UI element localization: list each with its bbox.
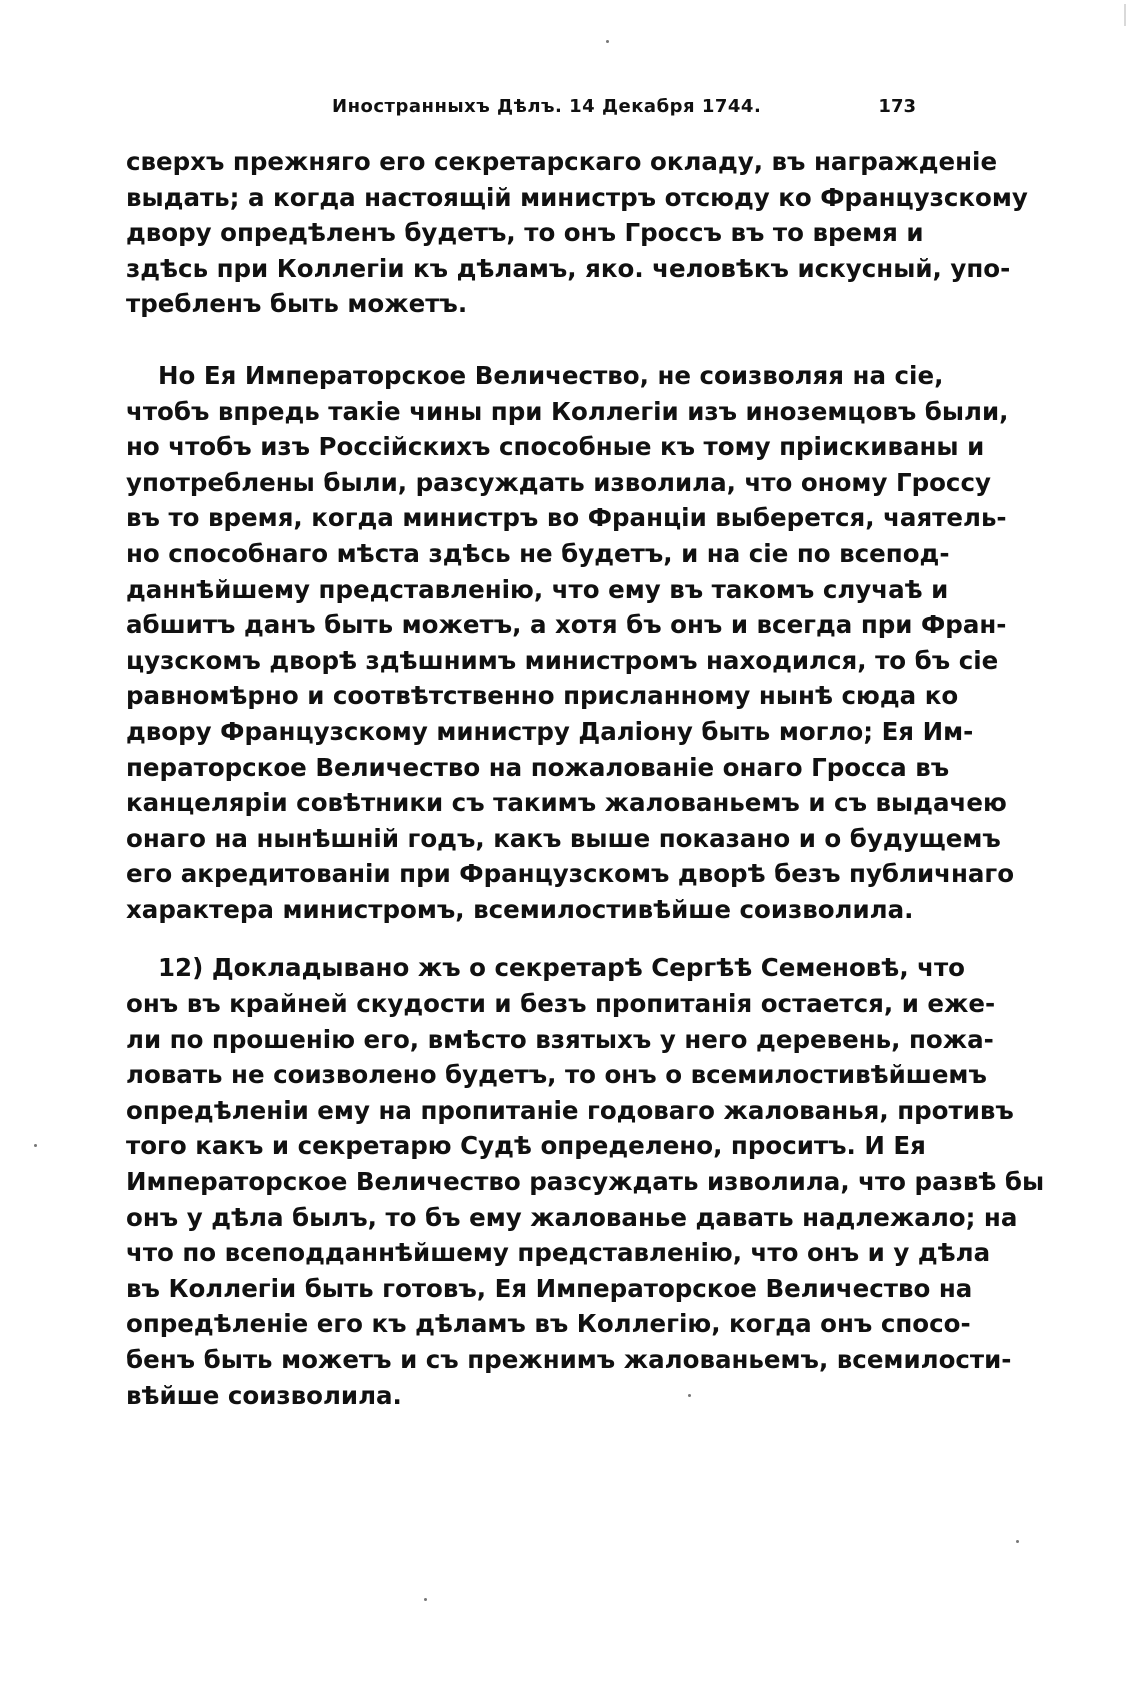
text-line: въ Коллегіи быть готовъ, Ея Императорское Величество на (126, 1273, 973, 1303)
text-line: цузскомъ дворѣ здѣшнимъ министромъ находился, то бъ сіе (126, 645, 999, 675)
text-line: въ то время, когда министръ во Франціи выберется, чаятель- (126, 503, 1007, 533)
scan-speck (34, 1144, 37, 1147)
text-line: онъ у дѣла былъ, то бъ ему жалованье давать надлежало; на (126, 1202, 1018, 1232)
text-line: Но Ея Императорское Величество, не соизволяя на сіе, (158, 360, 944, 390)
scan-speck (424, 1598, 427, 1601)
scan-speck (606, 40, 609, 43)
running-head-title: Иностранныхъ Дѣлъ. 14 Декабря 1744. (332, 96, 762, 117)
text-line: характера министромъ, всемилостивѣйше соизволила. (126, 894, 914, 924)
text-line: бенъ быть можетъ и съ прежнимъ жалованьемъ, всемилости- (126, 1345, 1012, 1374)
paragraph (126, 358, 1015, 928)
paragraph-gap (126, 927, 916, 950)
text-line: равномѣрно и соотвѣтственно присланному нынѣ сюда ко (126, 681, 959, 711)
page-number: 173 (878, 96, 916, 117)
text-line: онъ въ крайней скудости и безъ пропитанія остается, и еже- (126, 989, 996, 1019)
text-line: абшитъ данъ быть можетъ, а хотя бъ онъ и всегда при Фран- (126, 610, 1007, 640)
text-line: выдать; а когда настоящій министръ отсюду ко Французскому (126, 182, 1028, 212)
text-line: опредѣленіе его къ дѣламъ въ Коллегію, когда онъ спосо- (126, 1309, 971, 1339)
text-line: что по всеподданнѣйшему представленію, что онъ и у дѣла (126, 1238, 991, 1268)
body-text (126, 144, 1045, 1413)
scan-speck (1016, 1540, 1019, 1543)
text-line: ли по прошенію его, вмѣсто взятыхъ у него деревень, пожа- (126, 1024, 994, 1054)
text-line: канцеляріи совѣтники съ такимъ жалованьемъ и съ выдачею (126, 788, 1007, 818)
text-line: чтобъ впредь такіе чины при Коллегіи изъ иноземцовъ были, (126, 396, 1009, 426)
paragraph (126, 144, 1028, 322)
margin-scan-mark (1124, 4, 1126, 26)
text-line: его акредитованіи при Французскомъ дворѣ безъ публичнаго (126, 859, 1015, 889)
text-line: но способнаго мѣста здѣсь не будетъ, и на сіе по всепод- (126, 538, 950, 568)
text-line: сверхъ прежняго его секретарскаго окладу, въ награжденіе (126, 147, 998, 176)
text-line: двору опредѣленъ будетъ, то онъ Гроссъ въ то время и (126, 218, 924, 248)
paragraph-gap (126, 322, 916, 358)
text-line: но чтобъ изъ Россійскихъ способные къ тому пріискиваны и (126, 432, 985, 462)
text-line: того какъ и секретарю Судѣ определено, проситъ. И Ея (126, 1131, 926, 1161)
text-line: здѣсь при Коллегіи къ дѣламъ, яко. человѣкъ искусный, упо- (126, 253, 1011, 283)
text-line: ловать не соизволено будетъ, то онъ о всемилостивѣйшемъ (126, 1060, 987, 1090)
text-line: вѣйше соизволила. (126, 1380, 402, 1410)
text-line: требленъ быть можетъ. (126, 289, 468, 319)
text-line: опредѣленіи ему на пропитаніе годоваго жалованья, противъ (126, 1095, 1014, 1125)
scan-speck (688, 1394, 691, 1397)
text-line: онаго на нынѣшній годъ, какъ выше показано и о будущемъ (126, 823, 1001, 853)
text-line: ператорское Величество на пожалованіе онаго Гросса въ (126, 752, 950, 782)
text-line: употреблены были, разсуждать изволила, что оному Гроссу (126, 467, 991, 497)
text-line: двору Французскому министру Даліону быть могло; Ея Им- (126, 716, 974, 746)
paragraph (126, 950, 1045, 1413)
text-line: 12) Докладывано жъ о секретарѣ Сергѣѣ Семеновѣ, что (158, 953, 966, 983)
running-head (126, 96, 916, 126)
text-line: даннѣйшему представленію, что ему въ такомъ случаѣ и (126, 574, 949, 604)
text-line: Императорское Величество разсуждать изволила, что развѣ бы (126, 1167, 1045, 1197)
